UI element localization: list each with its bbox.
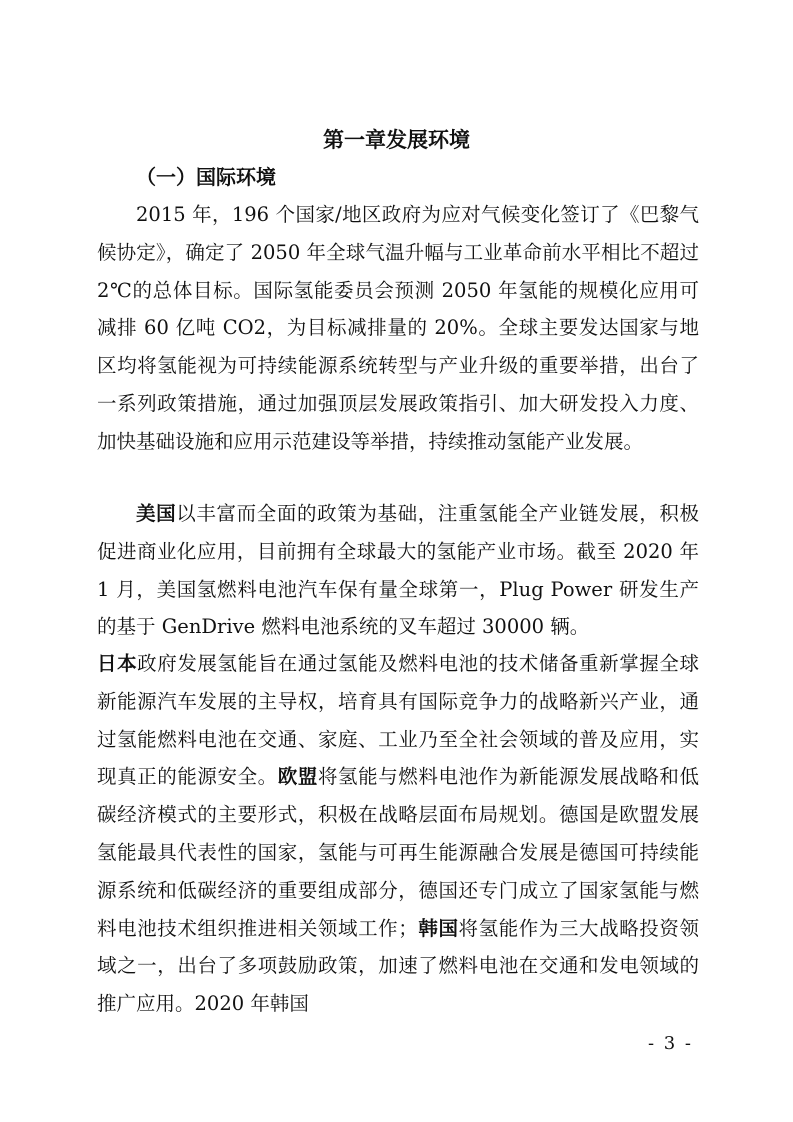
keyword-korea: 韩国 bbox=[417, 916, 459, 940]
keyword-eu: 欧盟 bbox=[277, 765, 318, 789]
keyword-japan: 日本 bbox=[97, 652, 138, 675]
page-number: - 3 - bbox=[647, 1033, 693, 1054]
section-heading: （一）国际环境 bbox=[136, 165, 276, 189]
paragraph-korea-text: 将氢能作为三大战略投资领域之一，出台了多项鼓励政策，加速了燃料电池在交通和发电领域的推广应用。2020 年韩国 bbox=[97, 916, 699, 1016]
paragraph-usa-text: 以丰富而全面的政策为基础，注重氢能全产业链发展，积极促进商业化应用，目前拥有全球最大的氢能产业市场。截至 2020 年 1 月，美国氢燃料电池汽车保有量全球第一，Plug Power 研发生产的基于 GenDrive 燃料电池系统的叉车超过 30000 辆。 bbox=[97, 502, 699, 639]
paragraph-usa bbox=[97, 495, 699, 646]
paragraph-intro: 2015 年，196 个国家/地区政府为应对气候变化签订了《巴黎气候协定》，确定了 2050 年全球气温升幅与工业革命前水平相比不超过 2℃的总体目标。国际氢能委员会预测 2050 年氢能的规模化应用可减排 60 亿吨 CO2，为目标减排量的 20%。全球主要发达国家与地区均将氢能视为可持续能源系统转型与产业升级的重要举措，出台了一系列政策措施，通过加强顶层发展政策指引、加大研发投入力度、加快基础设施和应用示范建设等举措，持续推动氢能产业发展。 bbox=[97, 203, 699, 453]
paragraph-japan-text: 政府发展氢能旨在通过氢能及燃料电池的技术储备重新掌握全球新能源汽车发展的主导权，培育具有国际竞争力的战略新兴产业，通过氢能燃料电池在交通、家庭、工业乃至全社会领域的普及应用，实现真正的能源安全。 bbox=[97, 652, 699, 789]
chapter-title: 第一章发展环境 bbox=[323, 128, 470, 152]
keyword-usa: 美国 bbox=[136, 502, 177, 525]
paragraph-japan-eu-korea bbox=[97, 645, 699, 1023]
paragraph-eu-text: 将氢能与燃料电池作为新能源发展战略和低碳经济模式的主要形式，积极在战略层面布局规划。德国是欧盟发展氢能最具代表性的国家，氢能与可再生能源融合发展是德国可持续能源系统和低碳经济的重要组成部分，德国还专门成立了国家氢能与燃料电池技术组织推进相关领域工作； bbox=[97, 765, 699, 940]
